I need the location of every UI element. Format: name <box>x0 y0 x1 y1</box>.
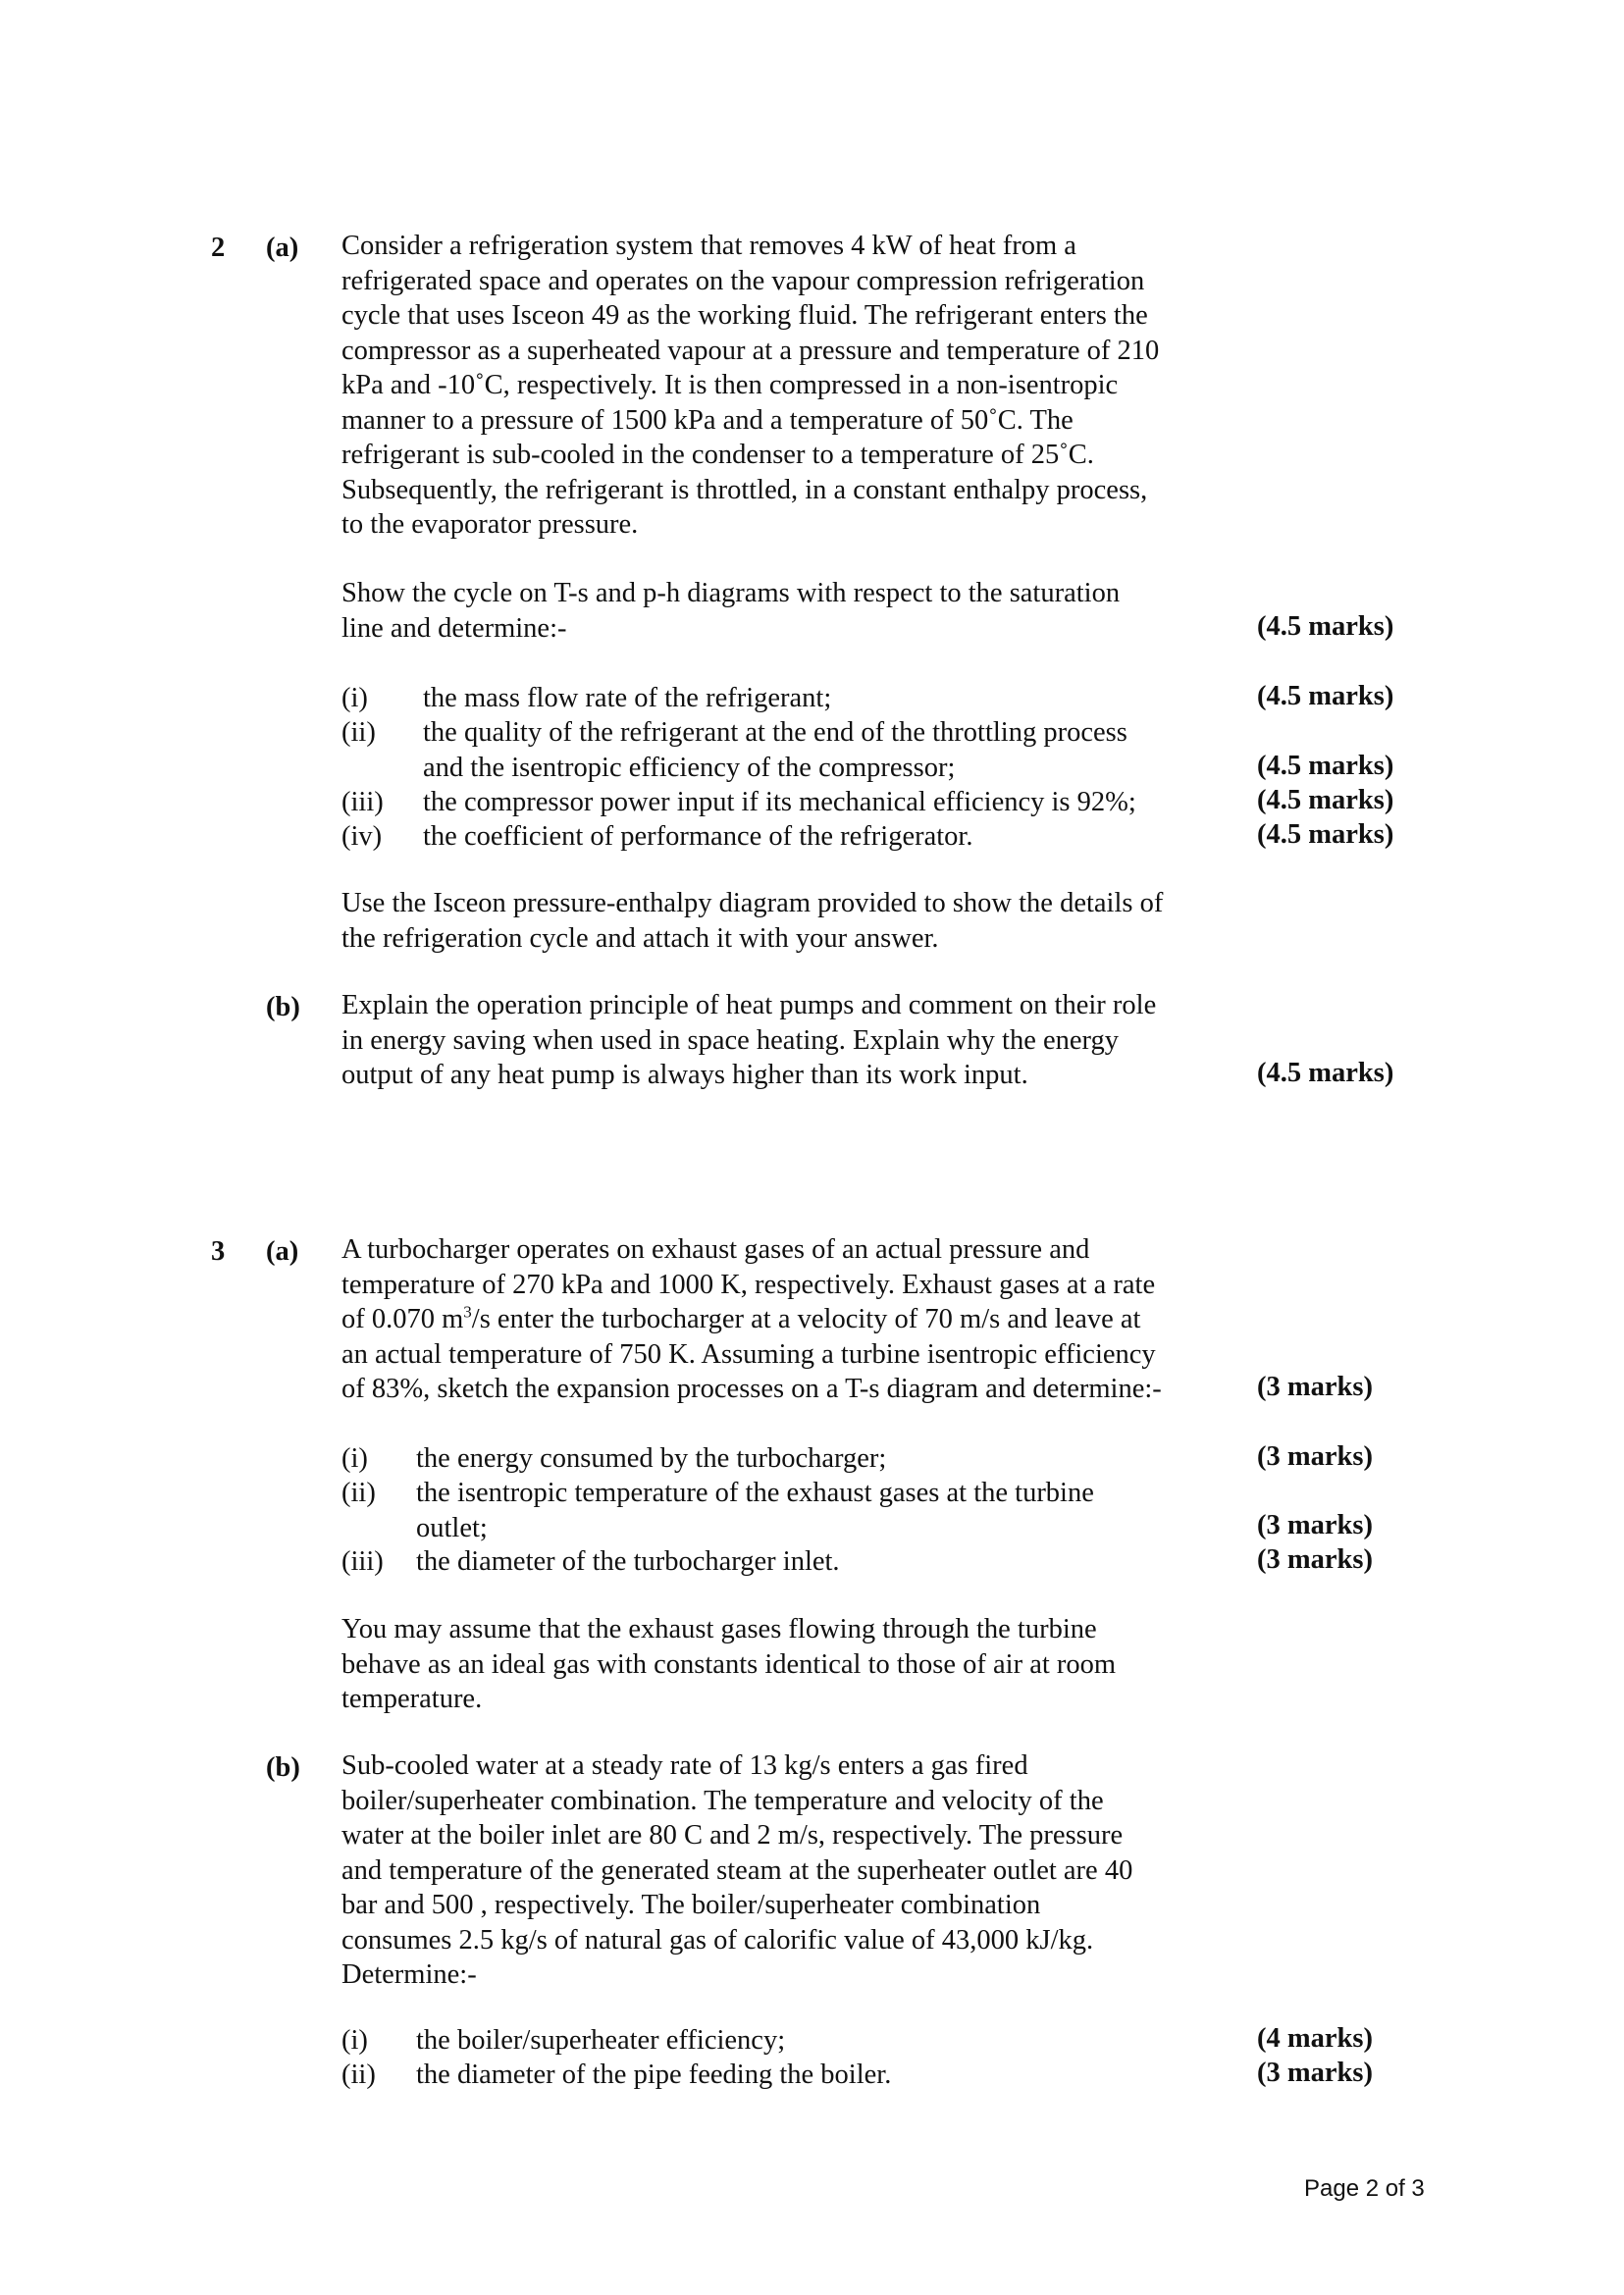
text-line: temperature. <box>341 1684 483 1714</box>
item-text: and the isentropic efficiency of the compressor; <box>423 752 956 783</box>
text-line: Consider a refrigeration system that removes 4 kW of heat from a <box>341 231 1076 261</box>
text-line: kPa and -10˚C, respectively. It is then compressed in a non-isentropic <box>341 370 1119 400</box>
question-2b-label: (b) <box>266 992 300 1022</box>
superscript: 3 <box>463 1302 472 1322</box>
text-fragment: /s enter the turbocharger at a velocity of 70 m/s and leave at <box>471 1304 1141 1334</box>
text-line: to the evaporator pressure. <box>341 509 639 540</box>
text-line: Show the cycle on T-s and p-h diagrams with respect to the saturation <box>341 578 1121 608</box>
text-line: behave as an ideal gas with constants identical to those of air at room <box>341 1648 1117 1680</box>
text-line: A turbocharger operates on exhaust gases of an actual pressure and <box>341 1234 1090 1265</box>
item-text: the energy consumed by the turbocharger; <box>416 1443 887 1474</box>
text-line: water at the boiler inlet are 80 C and 2 m/s, respectively. The pressure <box>341 1820 1124 1851</box>
question-2a-paragraph-1 <box>341 229 1159 543</box>
text-line: temperature of 270 kPa and 1000 K, respectively. Exhaust gases at a rate <box>341 1269 1156 1300</box>
text-line: refrigerant is sub-cooled in the condenser to a temperature of 25˚C. <box>341 440 1094 470</box>
question-3b-label: (b) <box>266 1752 300 1783</box>
item-number: (ii) <box>341 717 376 748</box>
item-text: the quality of the refrigerant at the end of the throttling process <box>423 717 1127 748</box>
question-3a-item-iii-marks: (3 marks) <box>1257 1544 1373 1575</box>
item-number: (iv) <box>341 821 383 852</box>
question-3a-intro <box>341 1232 1162 1407</box>
text-line: an actual temperature of 750 K. Assuming a turbine isentropic efficiency <box>341 1338 1156 1370</box>
text-line: of 83%, sketch the expansion processes on a T-s diagram and determine:- <box>341 1374 1162 1404</box>
item-text: the boiler/superheater efficiency; <box>416 2025 786 2056</box>
question-2-number: 2 <box>211 233 226 263</box>
item-text: outlet; <box>416 1512 488 1543</box>
item-number: (iii) <box>341 787 384 817</box>
question-2a-label: (a) <box>266 233 299 263</box>
text-line: You may assume that the exhaust gases flowing through the turbine <box>341 1614 1097 1644</box>
text-line: Subsequently, the refrigerant is throttled, in a constant enthalpy process, <box>341 474 1148 505</box>
item-number: (i) <box>341 1443 368 1474</box>
text-line: in energy saving when used in space heating. Explain why the energy <box>341 1024 1119 1056</box>
text-line: consumes 2.5 kg/s of natural gas of calorific value of 43,000 kJ/kg. <box>341 1924 1094 1956</box>
text-line: Use the Isceon pressure-enthalpy diagram provided to show the details of <box>341 888 1164 918</box>
text-line: Determine:- <box>341 1959 477 1990</box>
question-3a-label: (a) <box>266 1236 299 1267</box>
question-3a-item-i-marks: (3 marks) <box>1257 1441 1373 1472</box>
question-3a-intro-marks: (3 marks) <box>1257 1372 1373 1402</box>
question-2b-text <box>341 988 1156 1093</box>
item-text: the coefficient of performance of the refrigerator. <box>423 821 973 852</box>
item-text: the isentropic temperature of the exhaust gases at the turbine <box>416 1478 1094 1508</box>
item-number: (i) <box>341 683 368 713</box>
text-line: manner to a pressure of 1500 kPa and a temperature of 50˚C. The <box>341 404 1074 436</box>
text-line: cycle that uses Isceon 49 as the working fluid. The refrigerant enters the <box>341 300 1148 331</box>
question-2a-intro-marks: (4.5 marks) <box>1257 611 1394 642</box>
item-text: the mass flow rate of the refrigerant; <box>423 683 832 713</box>
text-line <box>341 1302 1162 1337</box>
item-text: the diameter of the pipe feeding the boiler. <box>416 2060 892 2090</box>
text-line: Sub-cooled water at a steady rate of 13 kg/s enters a gas fired <box>341 1750 1028 1781</box>
item-number: (ii) <box>341 1478 376 1508</box>
question-2a-item-iv-marks: (4.5 marks) <box>1257 819 1394 850</box>
question-3b-item-ii-marks: (3 marks) <box>1257 2058 1373 2088</box>
text-line: bar and 500 , respectively. The boiler/superheater combination <box>341 1890 1041 1920</box>
text-line: boiler/superheater combination. The temperature and velocity of the <box>341 1785 1104 1816</box>
question-2a-paragraph-3 <box>341 886 1163 956</box>
question-2a-item-iii-marks: (4.5 marks) <box>1257 785 1394 815</box>
text-line: line and determine:- <box>341 612 567 644</box>
item-text: the compressor power input if its mechanical efficiency is 92%; <box>423 787 1136 817</box>
text-line: output of any heat pump is always higher than its work input. <box>341 1060 1028 1090</box>
item-number: (iii) <box>341 1546 384 1577</box>
question-3b-item-i-marks: (4 marks) <box>1257 2023 1373 2054</box>
question-3a-paragraph-2 <box>341 1612 1116 1717</box>
item-number: (i) <box>341 2025 368 2056</box>
question-3a-item-ii-marks: (3 marks) <box>1257 1510 1373 1540</box>
text-line: Explain the operation principle of heat pumps and comment on their role <box>341 990 1157 1020</box>
page-number: Page 2 of 3 <box>1304 2175 1425 2202</box>
question-3b-text <box>341 1748 1132 1993</box>
question-3-number: 3 <box>211 1236 226 1267</box>
question-2a-item-ii-marks: (4.5 marks) <box>1257 751 1394 781</box>
text-line: and temperature of the generated steam at the superheater outlet are 40 <box>341 1854 1133 1886</box>
question-2b-marks: (4.5 marks) <box>1257 1058 1394 1088</box>
item-number: (ii) <box>341 2060 376 2090</box>
text-line: the refrigeration cycle and attach it with your answer. <box>341 922 939 954</box>
text-line: compressor as a superheated vapour at a pressure and temperature of 210 <box>341 335 1160 366</box>
item-text: the diameter of the turbocharger inlet. <box>416 1546 840 1577</box>
question-2a-item-i-marks: (4.5 marks) <box>1257 681 1394 711</box>
text-line: refrigerated space and operates on the vapour compression refrigeration <box>341 265 1145 296</box>
question-2a-paragraph-2 <box>341 576 1120 646</box>
text-fragment: of 0.070 m <box>341 1304 464 1334</box>
